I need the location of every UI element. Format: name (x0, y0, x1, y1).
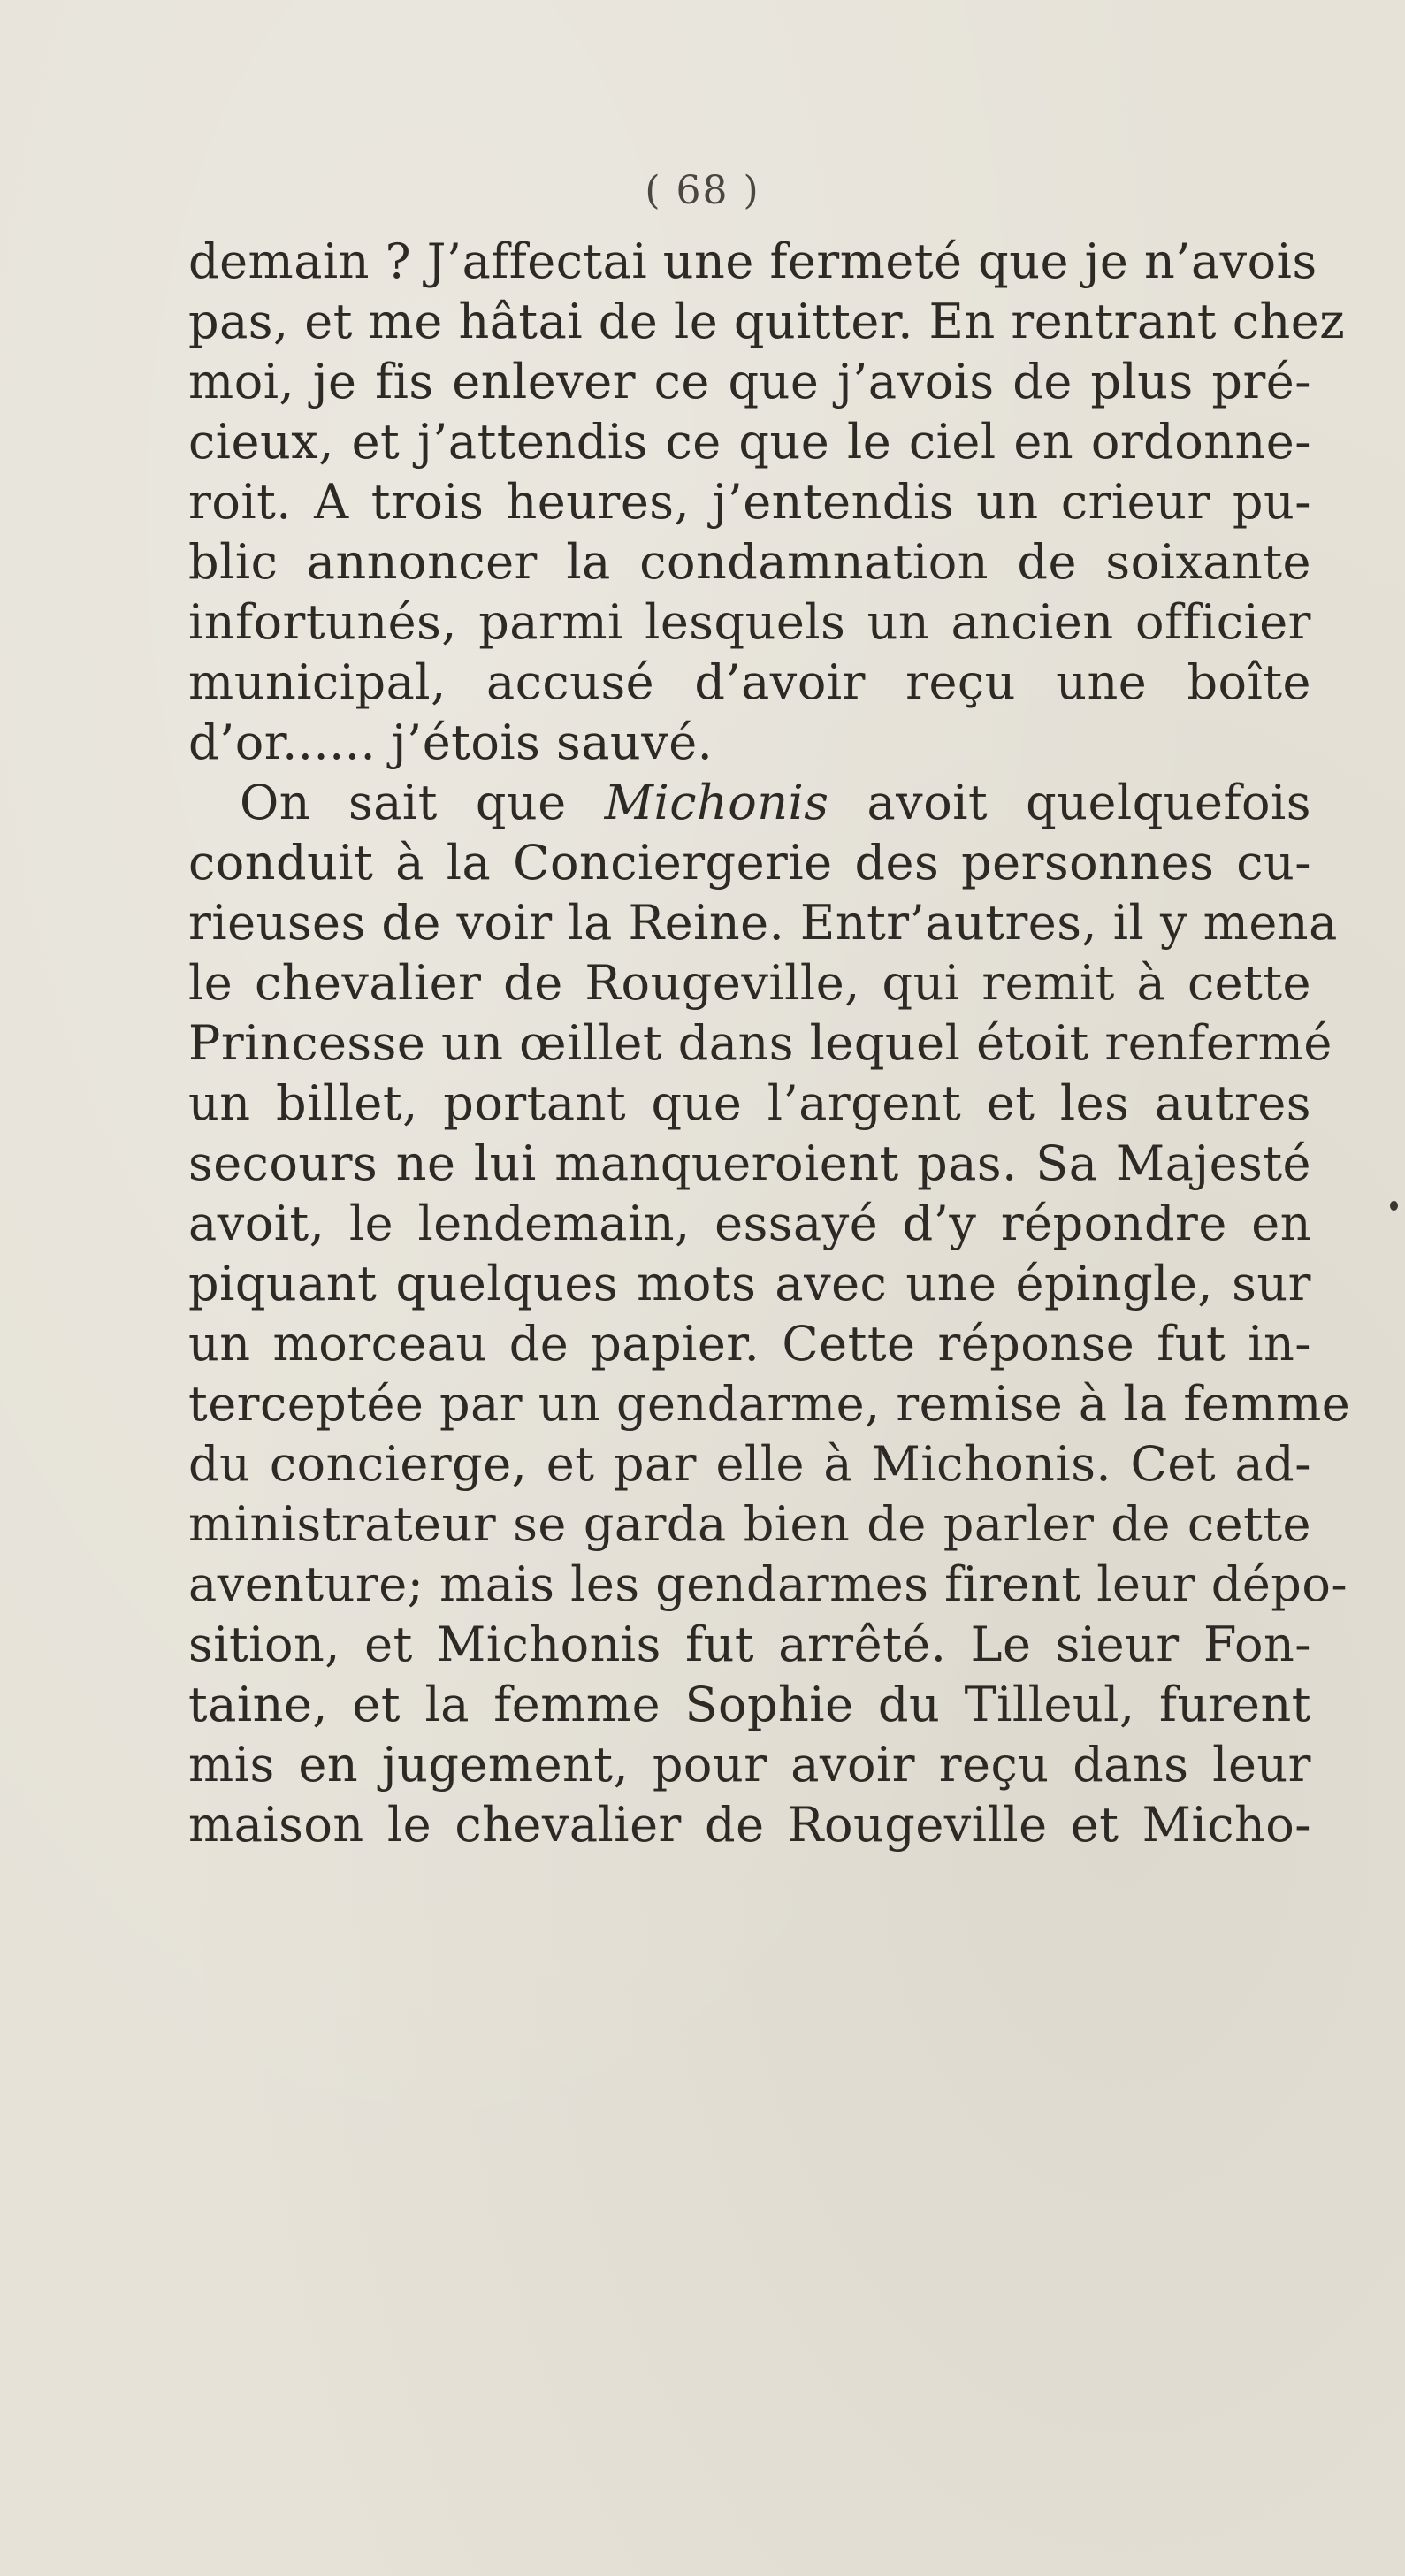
text-line: rieuses de voir la Reine. Entr’autres, il y mena (188, 895, 1338, 951)
text-line: conduit à la Conciergerie des personnes cu- (188, 835, 1311, 891)
paragraph-first-line (188, 773, 1311, 833)
ink-speck (1390, 1201, 1398, 1211)
text-line: sition, et Michonis fut arrêté. Le sieur Fon- (188, 1617, 1311, 1672)
page-number: ( 68 ) (645, 168, 760, 213)
text-line: ministrateur se garda bien de parler de cette (188, 1496, 1311, 1552)
text-line: le chevalier de Rougeville, qui remit à cette (188, 955, 1311, 1011)
text-line: pas, et me hâtai de le quitter. En rentrant chez (188, 294, 1346, 349)
text-line: un morceau de papier. Cette réponse fut in- (188, 1316, 1311, 1372)
text-line: mis en jugement, pour avoir reçu dans leur (188, 1737, 1311, 1792)
text-line: Princesse un œillet dans lequel étoit renfermé (188, 1015, 1332, 1071)
text-line: maison le chevalier de Rougeville et Micho- (188, 1797, 1311, 1853)
text-line: moi, je fis enlever ce que j’avois de plus pré- (188, 354, 1311, 409)
text-line: avoit, le lendemain, essayé d’y répondre en (188, 1196, 1311, 1251)
text-run: avoit quelquefois (828, 775, 1311, 830)
italic-name: Michonis (604, 775, 829, 830)
text-line: du concierge, et par elle à Michonis. Cet ad- (188, 1436, 1311, 1492)
text-line: terceptée par un gendarme, remise à la femme (188, 1376, 1351, 1432)
text-line: infortunés, parmi lesquels un ancien officier (188, 594, 1311, 650)
text-line: roit. A trois heures, j’entendis un crieur pu- (188, 474, 1311, 530)
text-line: aventure; mais les gendarmes firent leur dépo- (188, 1556, 1348, 1612)
text-line: cieux, et j’attendis ce que le ciel en ordonne- (188, 414, 1311, 470)
text-line: blic annoncer la condamnation de soixante (188, 534, 1311, 590)
text-line: d’or...... j’étois sauvé. (188, 715, 714, 770)
text-line: taine, et la femme Sophie du Tilleul, furent (188, 1677, 1311, 1732)
text-line: municipal, accusé d’avoir reçu une boîte (188, 654, 1311, 710)
text-run: On sait que (240, 775, 605, 830)
text-line: secours ne lui manqueroient pas. Sa Majesté (188, 1135, 1311, 1191)
text-line: demain ? J’affectai une fermeté que je n’avois (188, 233, 1317, 289)
text-line: piquant quelques mots avec une épingle, sur (188, 1256, 1311, 1311)
body-text (188, 232, 1351, 1855)
text-line: un billet, portant que l’argent et les autres (188, 1075, 1311, 1131)
